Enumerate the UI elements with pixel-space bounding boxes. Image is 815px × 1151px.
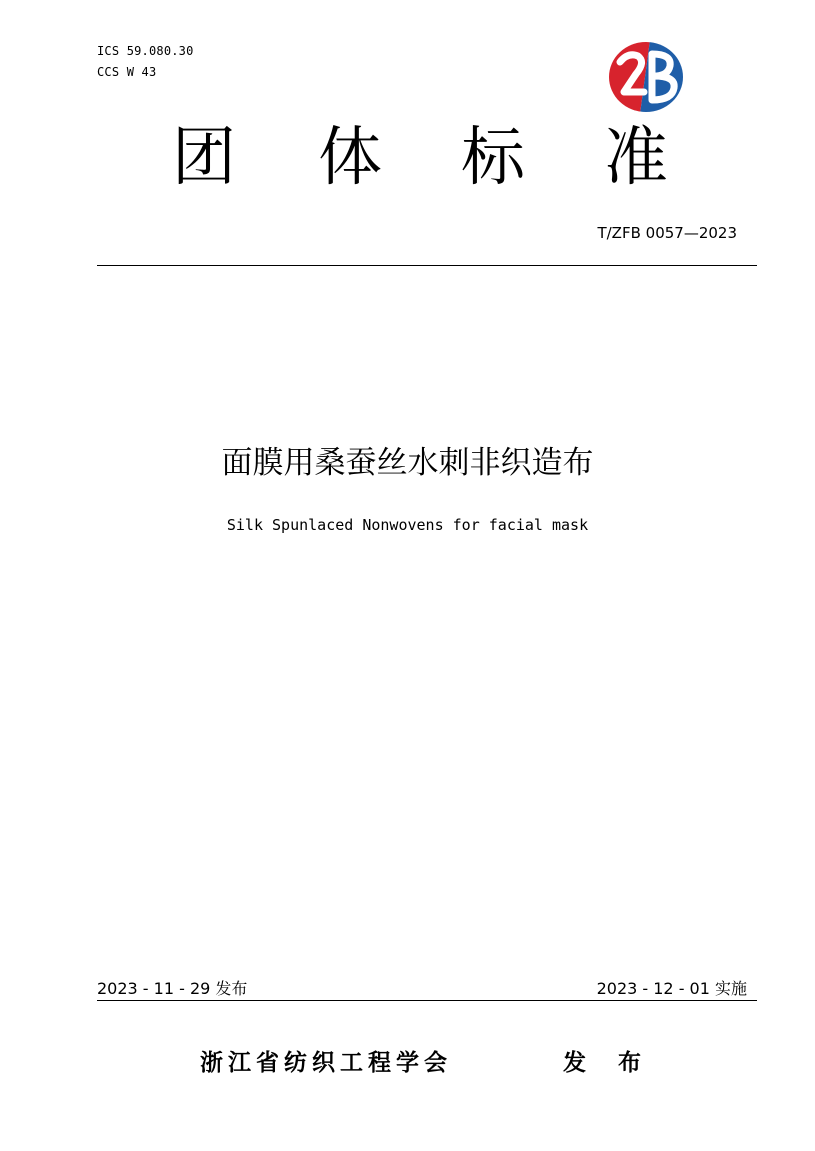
- document-title-en: Silk Spunlaced Nonwovens for facial mask: [226, 516, 589, 534]
- title-char: 体: [318, 121, 382, 195]
- ics-code: ICS 59.080.30: [97, 44, 194, 58]
- publish-date: 2023 - 11 - 29 发布: [97, 979, 248, 998]
- top-divider: [97, 265, 757, 266]
- bottom-divider: [97, 1000, 757, 1001]
- title-char: 标: [461, 121, 525, 195]
- effective-date: 2023 - 12 - 01 实施: [596, 979, 747, 998]
- issue-label: 发 布: [563, 1050, 654, 1076]
- zb-logo-icon: [606, 40, 686, 114]
- title-char: 准: [604, 121, 668, 195]
- group-standard-title: [0, 118, 815, 198]
- document-title-cn: 面膜用桑蚕丝水刺非织造布: [221, 445, 594, 481]
- standard-number: T/ZFB 0057—2023: [597, 224, 737, 242]
- title-char: 团: [172, 121, 236, 195]
- ccs-code: CCS W 43: [97, 65, 157, 79]
- issuer-name: 浙江省纺织工程学会: [200, 1050, 452, 1076]
